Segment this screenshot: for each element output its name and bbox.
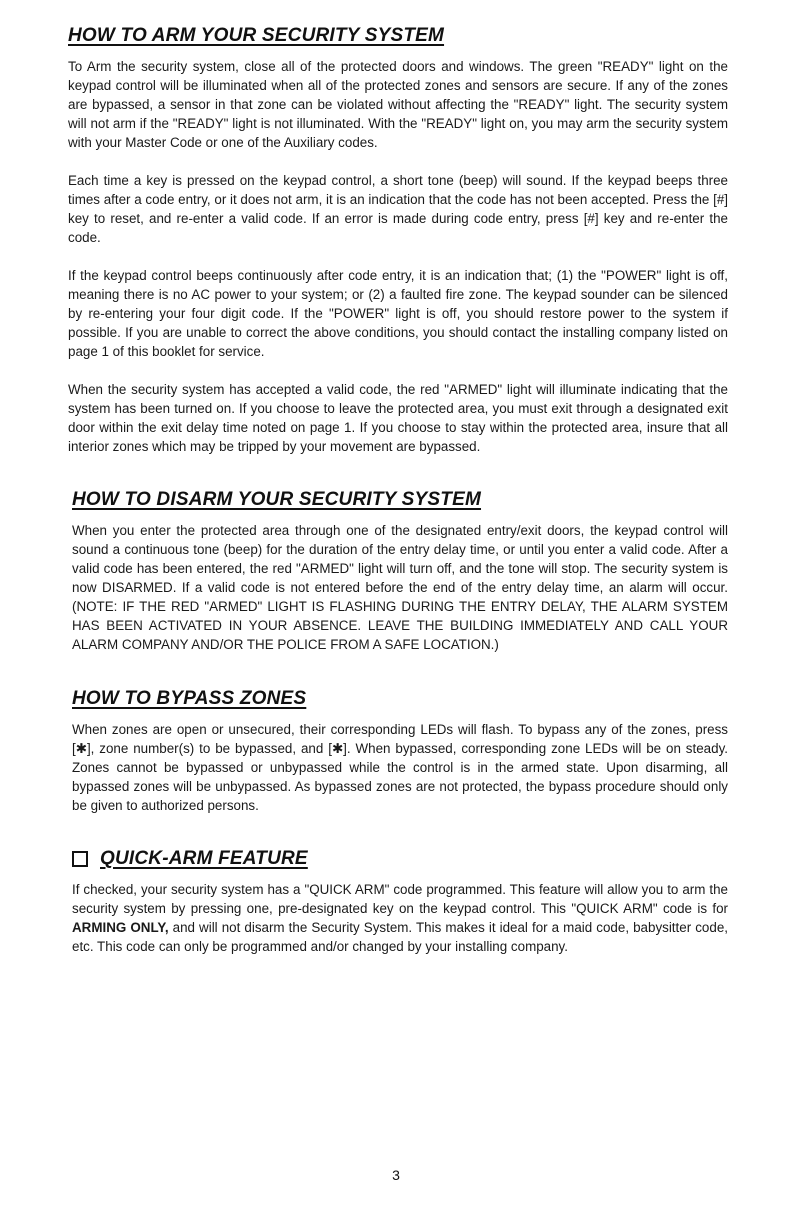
section-quick-arm bbox=[68, 847, 728, 956]
section-arm bbox=[68, 24, 728, 456]
quick-arm-paragraph bbox=[68, 880, 728, 956]
heading-arm: HOW TO ARM YOUR SECURITY SYSTEM bbox=[68, 25, 445, 46]
heading-disarm: HOW TO DISARM YOUR SECURITY SYSTEM bbox=[72, 489, 482, 510]
arm-paragraph-3: If the keypad control beeps continuously after code entry, it is an indication that; (1) the "POWER" light is off, meaning there is no AC power to your system; or (2) a faulted fire zone. The keypad sounder can be silenced by re-entering your four digit code. If the "POWER" light is off, you should restore power to the system if possible. If you are unable to correct the above conditions, you should contact the installing company listed on page 1 of this booklet for service. bbox=[68, 268, 728, 359]
heading-quick-arm: QUICK-ARM FEATURE bbox=[100, 848, 308, 869]
quick-arm-text-after: and will not disarm the Security System. This makes it ideal for a maid code, babysitter code, etc. This code can only be programmed and/or changed by your installing company. bbox=[72, 920, 728, 954]
quick-arm-checkbox[interactable] bbox=[72, 851, 88, 867]
arm-paragraph-4: When the security system has accepted a valid code, the red "ARMED" light will illuminate indicating that the system has been turned on. If you choose to leave the protected area, you must exit through a designated exit door within the exit delay time noted on page 1. If you choose to stay within the protected area, insure that all interior zones which may be tripped by your movement are bypassed. bbox=[68, 382, 728, 454]
bypass-paragraph-1: When zones are open or unsecured, their corresponding LEDs will flash. To bypass any of the zones, press [✱], zone number(s) to be bypassed, and [✱]. When bypassed, corresponding zone LEDs will be on steady. Zones cannot be bypassed or unbypassed while the control is in the armed state. Upon disarming, all bypassed zones will be unbypassed. As bypassed zones are not protected, the bypass procedure should only be given to authorized persons. bbox=[72, 722, 728, 813]
arm-paragraph-1: To Arm the security system, close all of the protected doors and windows. The green "READY" light on the keypad control will be illuminated when all of the protected zones and sensors are secure. If any of the zones are bypassed, a sensor in that zone can be violated without affecting the "READY" light. The security system will not arm if the "READY" light is not illuminated. With the "READY" light on, you may arm the security system with your Master Code or one of the Auxiliary codes. bbox=[68, 59, 728, 150]
quick-arm-header bbox=[68, 847, 728, 871]
quick-arm-text-before: If checked, your security system has a "QUICK ARM" code programmed. This feature will allow you to arm the security system by pressing one, pre-designated key on the keypad control. This "QUICK ARM" code is for bbox=[72, 882, 728, 916]
disarm-paragraph-1: When you enter the protected area through one of the designated entry/exit doors, the keypad control will sound a continuous tone (beep) for the duration of the entry delay time, or until you enter a valid code. After a valid code has been entered, the red "ARMED" light will turn off, and the tone will stop. The security system is now DISARMED. If a valid code is not entered before the end of the entry delay time, an alarm will occur. (NOTE: IF THE RED "ARMED" LIGHT IS FLASHING DURING THE ENTRY DELAY, THE ALARM SYSTEM HAS BEEN ACTIVATED IN YOUR ABSENCE. LEAVE THE BUILDING IMMEDIATELY AND CALL YOUR ALARM COMPANY AND/OR THE POLICE FROM A SAFE LOCATION.) bbox=[72, 523, 728, 652]
document-page bbox=[68, 24, 728, 956]
page-number: 3 bbox=[392, 1167, 400, 1183]
section-disarm bbox=[68, 488, 728, 654]
quick-arm-text-bold: ARMING ONLY, bbox=[72, 920, 169, 935]
arm-paragraph-2: Each time a key is pressed on the keypad control, a short tone (beep) will sound. If the keypad beeps three times after a code entry, or it does not arm, it is an indication that the code has not been accepted. Press the [#] key to reset, and re-enter a valid code. If an error is made during code entry, press [#] key and re-enter the code. bbox=[68, 173, 728, 245]
heading-bypass: HOW TO BYPASS ZONES bbox=[72, 688, 307, 709]
section-bypass bbox=[68, 687, 728, 815]
